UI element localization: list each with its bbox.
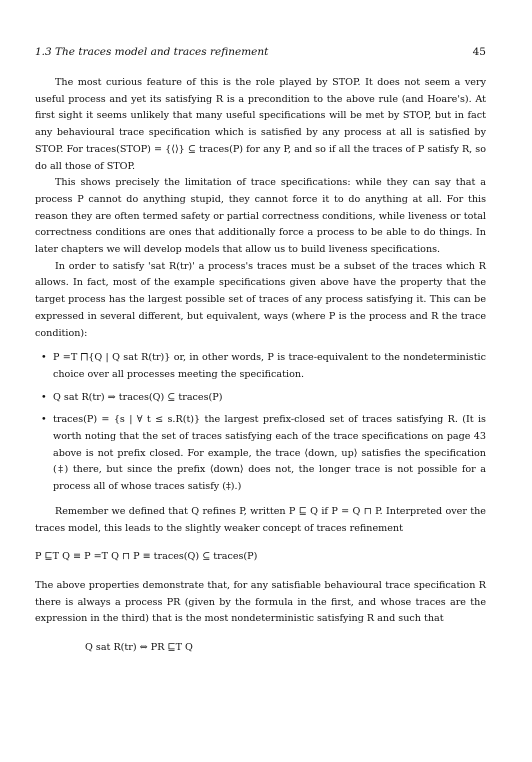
- running-header: [35, 46, 486, 58]
- bullet-icon: •: [41, 352, 47, 364]
- paragraph-refinement: Remember we defined that Q refines P, written P ⊑ Q if P = Q ⊓ P. Interpreted over the traces model, this leads to the slightly weaker concept of traces refinement: [35, 505, 486, 534]
- page-body: [35, 75, 486, 669]
- paragraph-limitation: This shows precisely the limitation of trace specifications: while they can say that a process P cannot do anything stupid, they cannot force it to do anything at all. For this reason they are often termed safety or partial correctness conditions, while liveness or total correctness conditions are ones that additionally force a process to be able to do things. In later chapters we will develop models that allow us to build liveness specifications.: [35, 177, 486, 256]
- list-item: • P =T ⨅{Q | Q sat R(tr)} or, in other words, P is trace-equivalent to the nondeterministic choice over all processes meeting the specification.: [41, 352, 486, 380]
- paragraph-closing: The above properties demonstrate that, for any satisfiable behavioural trace specification R there is always a process PR (given by the formula in the first, and whose traces are the expression in the third) that is the most nondeterministic satisfying R and such that: [35, 579, 486, 625]
- paragraph-stop: The most curious feature of this is the role played by STOP. It does not seem a very useful process and yet its satisfying R is a precondition to the above rule (and Hoare's). At first sight it seems unlikely that many useful specifications will be met by STOP, but in fact any behavioural trace specification which is satisfied by any process at all is satisfied by STOP. For traces(STOP) = {⟨⟩} ⊆ traces(P) for any P, and so if all the traces of P satisfy R, so do all those of STOP.: [35, 77, 486, 172]
- equation-traces-refinement: P ⊑T Q ≡ P =T Q ⊓ P ≡ traces(Q) ⊆ traces(P): [35, 551, 258, 563]
- page-number: 45: [472, 46, 486, 58]
- equation-sat: Q sat R(tr) ⇔ PR ⊑T Q: [85, 642, 193, 654]
- bullet-icon: •: [41, 391, 47, 403]
- section-title: 1.3 The traces model and traces refinement: [35, 46, 269, 58]
- paragraph-satisfy: In order to satisfy 'sat R(tr)' a process's traces must be a subset of the traces which R allows. In fact, most of the example specifications given above have the property that the target process has the largest possible set of traces of any process satisfying it. This can be expressed in several different, but equivalent, ways (where P is the process and R the trace condition):: [35, 260, 486, 339]
- list-item: • Q sat R(tr) ⇒ traces(Q) ⊆ traces(P): [35, 390, 486, 407]
- list-item: • traces(P) = {s | ∀ t ≤ s.R(t)} the largest prefix-closed set of traces satisfying R. (It is worth noting that the set of traces satisfying each of the trace specifications on page 43 above is not prefix closed. For example, the trace ⟨down, up⟩ satisfies the specification (‡) there, but since the prefix ⟨down⟩ does not, the longer trace is not possible for a process all of whose traces satisfy (‡).): [41, 414, 486, 493]
- equivalence-list: [35, 350, 486, 496]
- bullet-icon: •: [41, 414, 47, 426]
